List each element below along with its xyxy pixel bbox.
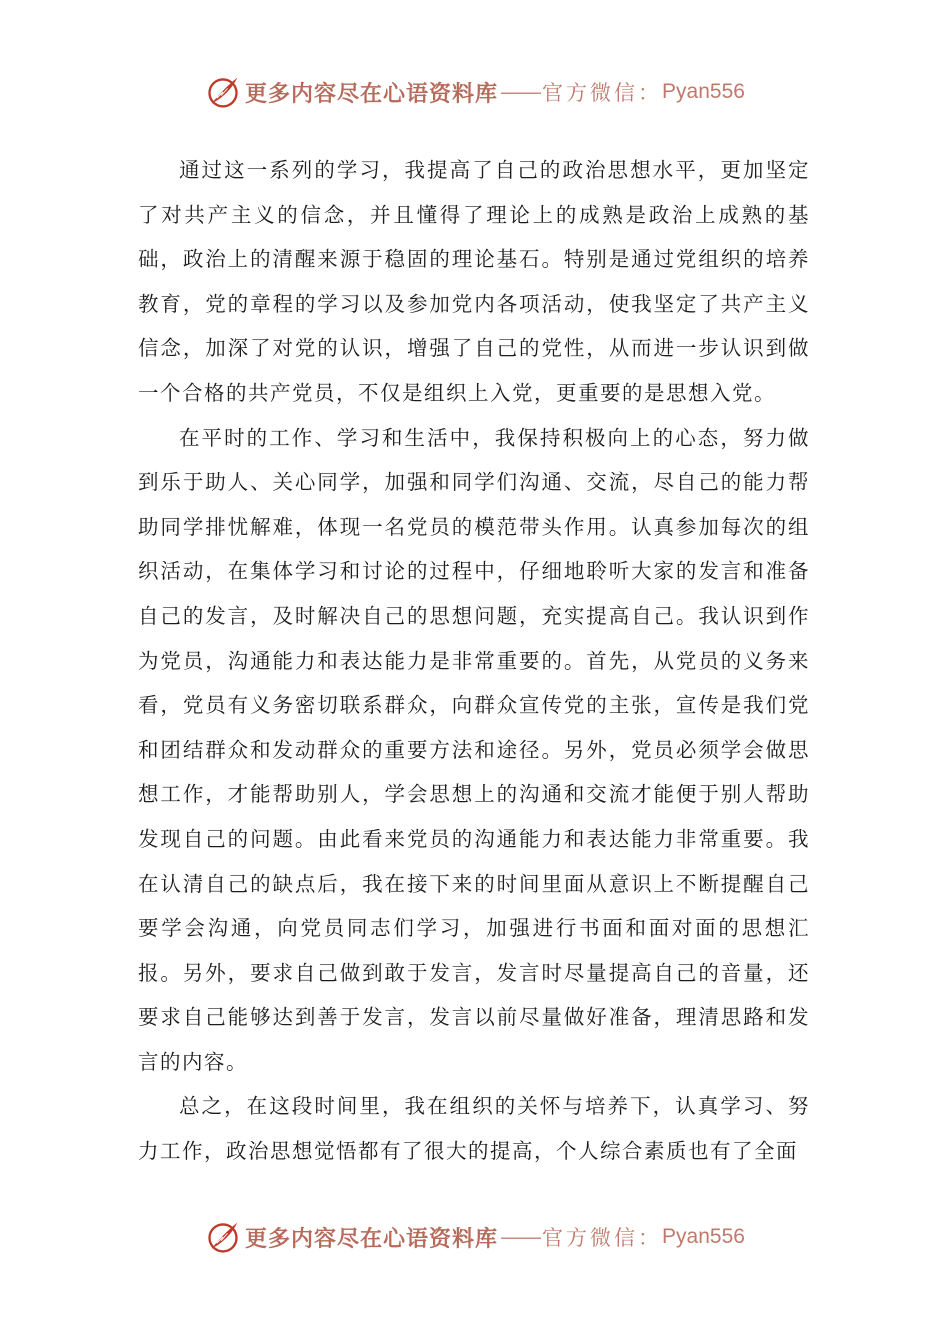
paragraph-1: 通过这一系列的学习，我提高了自己的政治思想水平，更加坚定了对共产主义的信念，并且懂得了理论上的成熟是政治上成熟的基础，政治上的清醒来源于稳固的理论基石。特别是通过党组织的培养教育，党的章程的学习以及参加党内各项活动，使我坚定了共产主义信念，加深了对党的认识，增强了自己的党性，从而进一步认识到做一个合格的共产党员，不仅是组织上入党，更重要的是思想入党。 [138, 158, 810, 405]
footer-banner [0, 1215, 950, 1259]
footer-brand-text: 更多内容尽在心语资料库 [245, 1225, 499, 1252]
paragraph-3: 总之，在这段时间里，我在组织的关怀与培养下，认真学习、努力工作，政治思想觉悟都有了很大的提高，个人综合素质也有了全面 [138, 1094, 810, 1164]
document-body [138, 148, 810, 1174]
footer-dash: —— [500, 1224, 541, 1250]
header-wechat-id: Pyan556 [662, 80, 745, 103]
paragraph-2: 在平时的工作、学习和生活中，我保持积极向上的心态，努力做到乐于助人、关心同学，加强和同学们沟通、交流，尽自己的能力帮助同学排忧解难，体现一名党员的模范带头作用。认真参加每次的组织活动，在集体学习和讨论的过程中，仔细地聆听大家的发言和准备自己的发言，及时解决自己的思想问题，充实提高自己。我认识到作为党员，沟通能力和表达能力是非常重要的。首先，从党员的义务来看，党员有义务密切联系群众，向群众宣传党的主张，宣传是我们党和团结群众和发动群众的重要方法和途径。另外，党员必须学会做思想工作，才能帮助别人，学会思想上的沟通和交流才能便于别人帮助发现自己的问题。由此看来党员的沟通能力和表达能力非常重要。我在认清自己的缺点后，我在接下来的时间里面从意识上不断提醒自己要学会沟通，向党员同志们学习，加强进行书面和面对面的思想汇报。另外，要求自己做到敢于发言，发言时尽量提高自己的音量，还要求自己能够达到善于发言，发言以前尽量做好准备，理清思路和发言的内容。 [138, 425, 810, 1074]
header-dash: —— [500, 79, 541, 105]
header-brand-text: 更多内容尽在心语资料库 [245, 80, 499, 107]
footer-wechat-id: Pyan556 [662, 1225, 745, 1248]
footer-wechat-label: 官方微信： [542, 1226, 663, 1250]
header-banner [0, 70, 950, 114]
quill-logo-icon [205, 1219, 241, 1255]
header-wechat-label: 官方微信： [542, 81, 663, 105]
quill-logo-icon [205, 74, 241, 110]
